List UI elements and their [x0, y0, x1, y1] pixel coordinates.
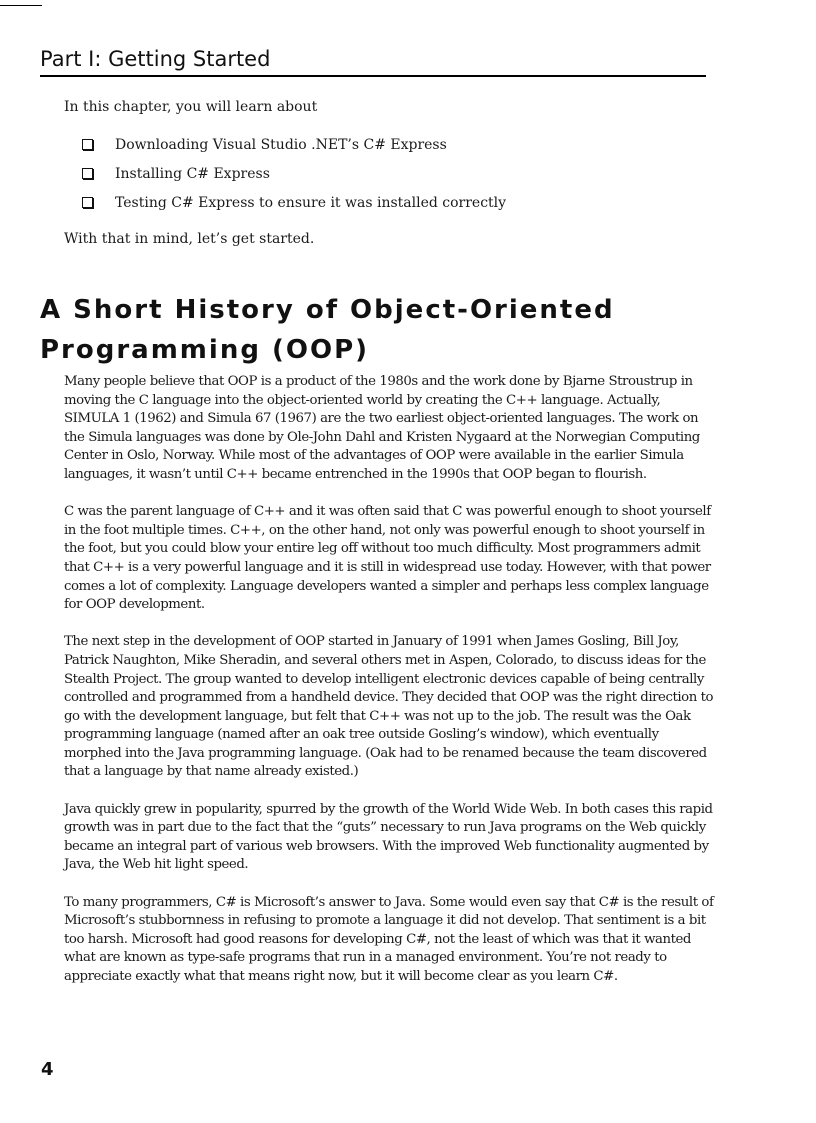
list-item-text: Testing C# Express to ensure it was installed correctly [115, 195, 507, 211]
list-item [82, 135, 702, 164]
chapter-intro: In this chapter, you will learn about [64, 99, 318, 115]
paragraph: To many programmers, C# is Microsoft’s answer to Java. Some would even say that C# is the result of Microsoft’s stubbornness in refusing to promote a language it did not develop. That sentiment is a bit too harsh. Microsoft had good reasons for developing C#, not the least of which was that it wanted what are known as type-safe programs that run in a managed environment. You’re not ready to appreciate exactly what that means right now, but it will become clear as you learn C#. [64, 894, 714, 984]
section-heading-line-1: A Short History of Object-Oriented [40, 295, 615, 325]
header-title: Part I: Getting Started [40, 47, 271, 71]
list-item-text: Installing C# Express [115, 166, 270, 182]
corner-rule [0, 5, 42, 6]
list-item [82, 164, 702, 193]
list-item-text: Downloading Visual Studio .NET’s C# Express [115, 137, 447, 153]
checkbox-bullet-icon [82, 197, 93, 208]
section-heading-line-2: Programming (OOP) [40, 335, 370, 365]
checkbox-bullet-icon [82, 139, 93, 150]
page-number: 4 [41, 1059, 54, 1080]
learning-objectives-list [82, 135, 702, 222]
paragraph: Many people believe that OOP is a product of the 1980s and the work done by Bjarne Stroustrup in moving the C language into the object-oriented world by creating the C++ language. Actually, SIMULA 1 (1962) and Simula 67 (1967) are the two earliest object-oriented languages. The work on the Simula languages was done by Ole-John Dahl and Kristen Nygaard at the Norwegian Computing Center in Oslo, Norway. While most of the advantages of OOP were available in the earlier Simula languages, it wasn’t until C++ became entrenched in the 1990s that OOP began to flourish. [64, 374, 700, 482]
paragraph: The next step in the development of OOP started in January of 1991 when James Gosling, Bill Joy, Patrick Naughton, Mike Sheradin, and several others met in Aspen, Colorado, to discuss ideas for the Stealth Project. The group wanted to develop intelligent electronic devices capable of being centrally controlled and programmed from a handheld device. They decided that OOP was the right direction to go with the development language, but felt that C++ was not up to the job. The result was the Oak programming language (named after an oak tree outside Gosling’s window), which eventually morphed into the Java programming language. (Oak had to be renamed because the team discovered that a language by that name already existed.) [64, 634, 714, 780]
section-body [64, 373, 716, 1005]
paragraph: C was the parent language of C++ and it was often said that C was powerful enough to shoot yourself in the foot multiple times. C++, on the other hand, not only was powerful enough to shoot yourself in the foot, but you could blow your entire leg off without too much difficulty. Most programmers admit that C++ is a very powerful language and it is still in widespread use today. However, with that power comes a lot of complexity. Language developers wanted a simpler and perhaps less complex language for OOP development. [64, 504, 711, 613]
running-header [40, 44, 706, 77]
section-heading [40, 290, 720, 370]
paragraph: Java quickly grew in popularity, spurred by the growth of the World Wide Web. In both cases this rapid growth was in part due to the fact that the “guts” necessary to run Java programs on the Web quickly became an integral part of various web browsers. With the improved Web functionality augmented by Java, the Web hit light speed. [64, 801, 713, 873]
closing-sentence: With that in mind, let’s get started. [64, 231, 315, 247]
checkbox-bullet-icon [82, 168, 93, 179]
list-item [82, 193, 702, 222]
